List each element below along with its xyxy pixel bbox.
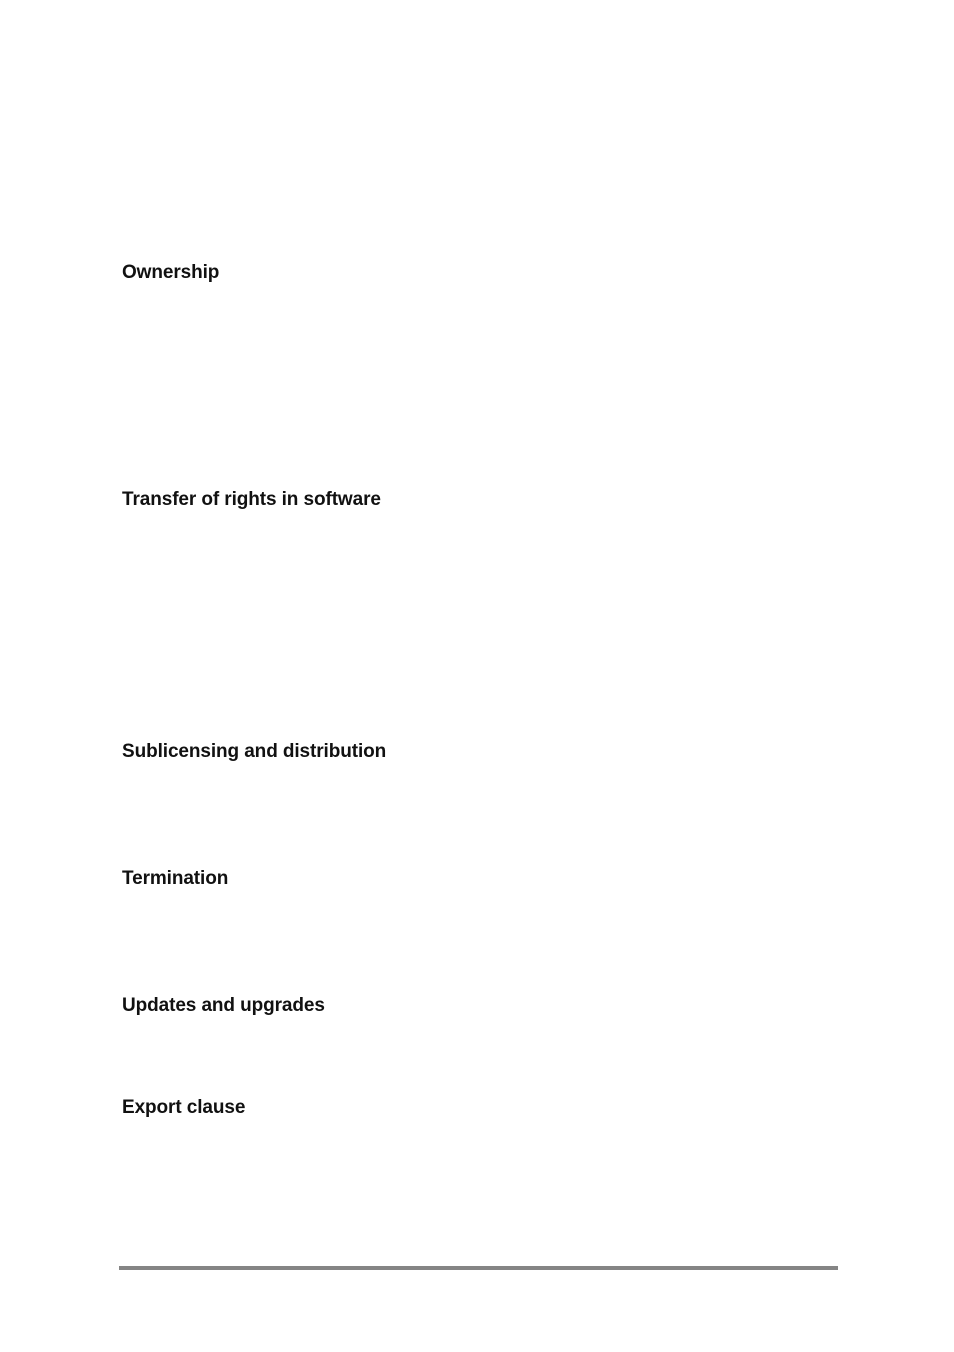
section-heading-sublicensing: Sublicensing and distribution: [122, 741, 387, 762]
section-heading-termination: Termination: [122, 868, 229, 889]
section-heading-updates: Updates and upgrades: [122, 995, 325, 1016]
footer-divider: [119, 1266, 838, 1270]
section-heading-transfer-of-rights: Transfer of rights in software: [122, 489, 381, 510]
section-heading-export-clause: Export clause: [122, 1097, 246, 1118]
section-heading-ownership: Ownership: [122, 262, 220, 283]
